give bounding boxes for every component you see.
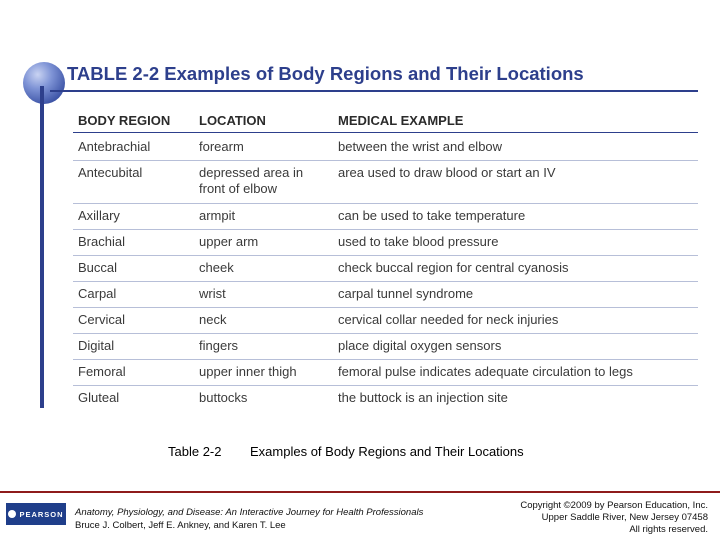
header-location: LOCATION — [199, 113, 266, 128]
cell-region: Brachial — [78, 234, 125, 249]
footer-book-info — [75, 506, 423, 532]
cell-example: cervical collar needed for neck injuries — [338, 312, 559, 327]
table-row — [73, 229, 698, 256]
cell-location: wrist — [199, 286, 226, 301]
pearson-logo — [6, 503, 66, 525]
cell-example: can be used to take temperature — [338, 208, 526, 223]
cell-example: area used to draw blood or start an IV — [338, 165, 556, 180]
cell-example: place digital oxygen sensors — [338, 338, 502, 353]
cell-example: used to take blood pressure — [338, 234, 499, 249]
cell-region: Buccal — [78, 260, 118, 275]
table-header — [73, 110, 698, 133]
cell-region: Antebrachial — [78, 139, 151, 154]
header-medical-example: MEDICAL EXAMPLE — [338, 113, 464, 128]
cell-location: buttocks — [199, 390, 248, 405]
cell-location: armpit — [199, 208, 236, 223]
copyright-line-1: Copyright ©2009 by Pearson Education, Inc. — [520, 500, 708, 511]
title-vertical-rule — [40, 86, 44, 408]
table-row — [73, 255, 698, 282]
cell-region: Gluteal — [78, 390, 120, 405]
table-row — [73, 385, 698, 409]
cell-region: Digital — [78, 338, 115, 353]
cell-example: between the wrist and elbow — [338, 139, 503, 154]
cell-location: forearm — [199, 139, 244, 154]
footer-rule — [0, 491, 720, 493]
table-row — [73, 307, 698, 334]
table-row — [73, 359, 698, 386]
cell-region: Carpal — [78, 286, 117, 301]
table-row — [73, 203, 698, 230]
cell-location: upper arm — [199, 234, 259, 249]
book-authors: Bruce J. Colbert, Jeff E. Ankney, and Karen T. Lee — [75, 520, 286, 531]
copyright-notice — [520, 500, 708, 536]
cell-location: fingers — [199, 338, 239, 353]
pearson-mark-icon — [8, 510, 16, 518]
cell-region: Cervical — [78, 312, 125, 327]
copyright-line-3: All rights reserved. — [629, 524, 708, 535]
header-body-region: BODY REGION — [78, 113, 171, 128]
table-title: TABLE 2-2 Examples of Body Regions and Their Locations — [67, 63, 584, 84]
cell-region: Axillary — [78, 208, 120, 223]
cell-region: Antecubital — [78, 165, 143, 180]
book-title: Anatomy, Physiology, and Disease: An Interactive Journey for Health Professionals — [75, 507, 424, 518]
caption-text: Examples of Body Regions and Their Locations — [250, 444, 524, 459]
pearson-logo-text: PEARSON — [19, 509, 64, 519]
title-underline — [50, 90, 698, 92]
cell-location: depressed area in front of elbow — [199, 165, 304, 196]
table-row — [73, 134, 698, 161]
table-row — [73, 333, 698, 360]
cell-example: carpal tunnel syndrome — [338, 286, 474, 301]
title-bullet-circle — [23, 62, 65, 104]
caption-number: Table 2-2 — [168, 444, 222, 459]
cell-location: cheek — [199, 260, 234, 275]
cell-example: check buccal region for central cyanosis — [338, 260, 569, 275]
cell-location: upper inner thigh — [199, 364, 297, 379]
cell-location: neck — [199, 312, 227, 327]
cell-example: femoral pulse indicates adequate circulation to legs — [338, 364, 633, 379]
cell-example: the buttock is an injection site — [338, 390, 508, 405]
copyright-line-2: Upper Saddle River, New Jersey 07458 — [541, 512, 708, 523]
table-row — [73, 160, 698, 204]
table-row — [73, 281, 698, 308]
cell-region: Femoral — [78, 364, 126, 379]
